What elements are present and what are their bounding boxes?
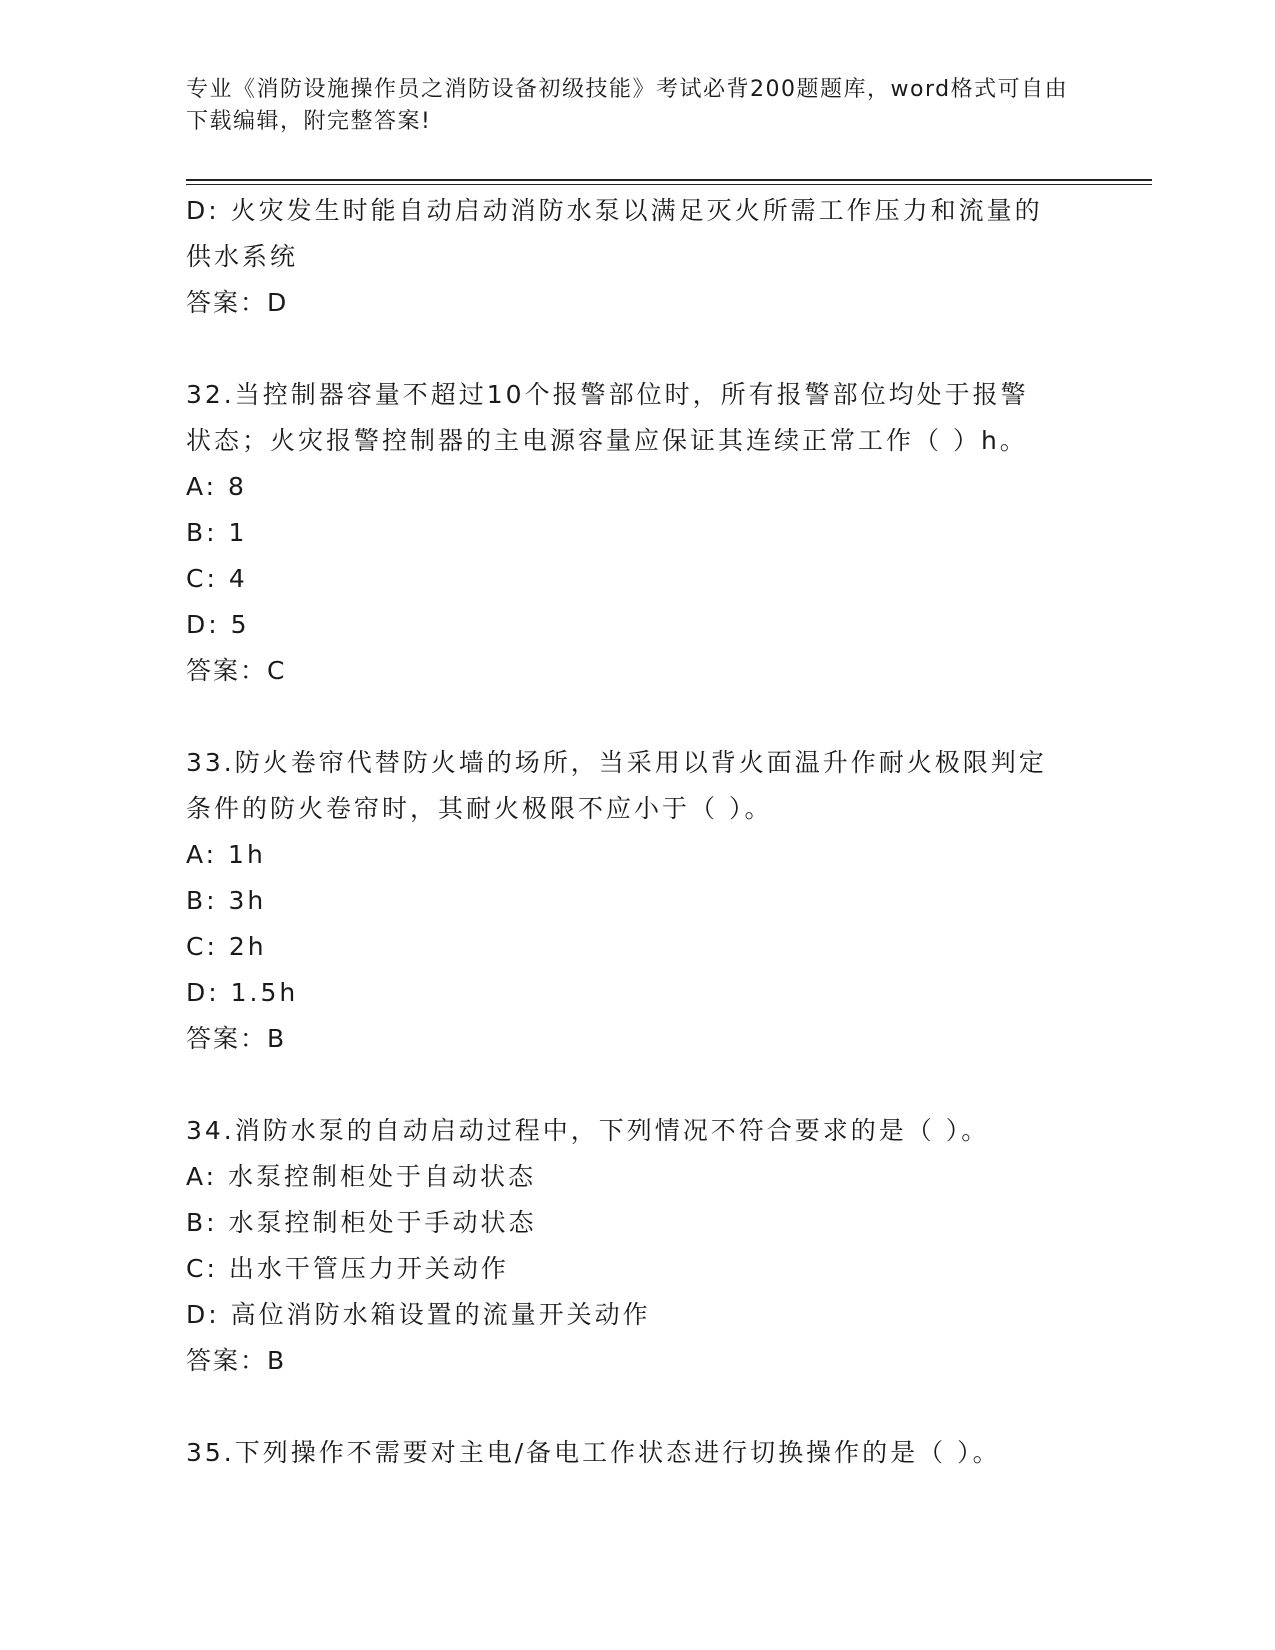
- question-content: [186, 188, 1086, 1476]
- answer-label: 答案：C: [186, 656, 287, 685]
- document-header: 专业《消防设施操作员之消防设备初级技能》考试必背200题题库，word格式可自由下载编辑，附完整答案!: [186, 77, 1069, 134]
- question-stem-line-2: 状态；火灾报警控制器的主电源容量应保证其连续正常工作（ ）h。: [186, 426, 1028, 455]
- option-d-line-1: D: 火灾发生时能自动启动消防水泵以满足灭火所需工作压力和流量的: [186, 196, 1043, 225]
- answer-label: 答案：D: [186, 288, 289, 317]
- question-34: [186, 1108, 1086, 1384]
- option-d: D: 高位消防水箱设置的流量开关动作: [186, 1300, 651, 1329]
- spacer: [186, 1384, 1086, 1430]
- option-b: B: 水泵控制柜处于手动状态: [186, 1208, 537, 1237]
- question-33: [186, 740, 1086, 1062]
- option-a: A: 1h: [186, 840, 266, 869]
- option-b: B: 1: [186, 518, 248, 547]
- answer-label: 答案：B: [186, 1024, 287, 1053]
- previous-question-tail: [186, 188, 1086, 326]
- spacer: [186, 1062, 1086, 1108]
- option-c: C: 出水干管压力开关动作: [186, 1254, 509, 1283]
- question-stem-line-1: 32.当控制器容量不超过10个报警部位时，所有报警部位均处于报警: [186, 380, 1029, 409]
- option-a: A: 水泵控制柜处于自动状态: [186, 1162, 537, 1191]
- header-rule-thin: [186, 184, 1152, 185]
- header-rule-thick: [186, 179, 1152, 181]
- option-d-line-2: 供水系统: [186, 242, 299, 271]
- question-stem-line-1: 35.下列操作不需要对主电/备电工作状态进行切换操作的是（ ）。: [186, 1438, 1001, 1467]
- question-stem-line-1: 34.消防水泵的自动启动过程中，下列情况不符合要求的是（ ）。: [186, 1116, 990, 1145]
- option-b: B: 3h: [186, 886, 267, 915]
- answer-label: 答案：B: [186, 1346, 287, 1375]
- option-c: C: 4: [186, 564, 248, 593]
- question-stem-line-2: 条件的防火卷帘时，其耐火极限不应小于（ ）。: [186, 794, 773, 823]
- option-d: D: 5: [186, 610, 250, 639]
- option-d: D: 1.5h: [186, 978, 299, 1007]
- spacer: [186, 326, 1086, 372]
- spacer: [186, 694, 1086, 740]
- question-stem-line-1: 33.防火卷帘代替防火墙的场所，当采用以背火面温升作耐火极限判定: [186, 748, 1047, 777]
- option-a: A: 8: [186, 472, 247, 501]
- question-35: [186, 1430, 1086, 1476]
- question-32: [186, 372, 1086, 694]
- option-c: C: 2h: [186, 932, 267, 961]
